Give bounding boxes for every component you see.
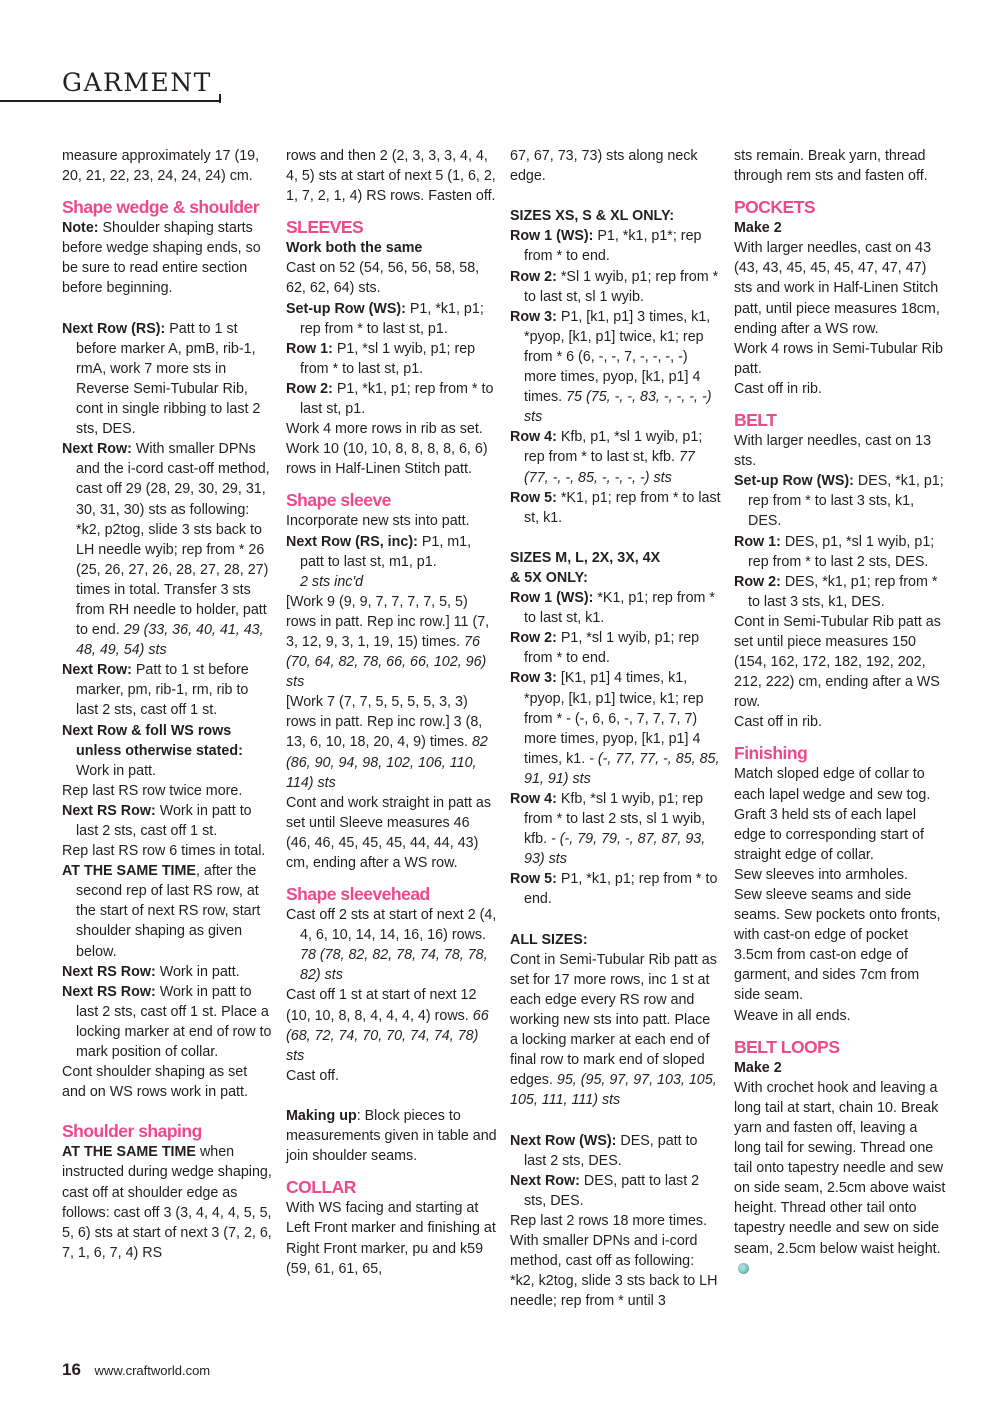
row-text: With smaller DPNs and the i-cord cast-off method, cast off 29 (28, 29, 30, 29, 31, 30, 31, 30) sts as following: *k2, p2tog, slide 3 sts back to LH needle wyib; rep from * 26 (25, 26, 27, 26, 28, 27, 28, 27) times in total. Transfer 3 sts from RH needle to holder, patt to end. (76, 441, 270, 639)
row-text: P1, *k1, p1; rep from * to last st, p1. (300, 380, 494, 418)
spacer (510, 910, 722, 930)
instruction-text: Cont and work straight in patt as set until Sleeve measures 46 (46, 46, 45, 45, 45, 44, 44, 43) cm, ending after a WS row. (286, 794, 492, 871)
instruction-text: Match sloped edge of collar to each lapel wedge and sew tog. Graft 3 held sts of each lapel edge to corresponding start of straight edge of collar. (734, 766, 931, 863)
stitch-count: 78 (78, 82, 82, 78, 74, 78, 78, 82) sts (300, 947, 488, 984)
instruction-text: Rep last RS row twice more. (62, 782, 243, 799)
row-label: Next Row (RS, inc): (286, 533, 418, 550)
instruction-text: Incorporate new sts into patt. (286, 513, 470, 530)
row-text: With crochet hook and leaving a long tail at start, chain 10. Break yarn and fasten off, leaving a long tail for sewing. Thread one tail onto tapestry needle and sew on side seam, 2.5cm above waist height. Thread other tail onto tapestry needle and sew on side seam, 2.5cm below waist height. (734, 1079, 946, 1257)
instruction-text: Sew sleeves into armholes. (734, 866, 909, 883)
row-label: Row 1: (734, 533, 781, 550)
row-label: Row 1: (286, 340, 333, 357)
instruction-text: Sew sleeve seams and side seams. Sew pockets onto fronts, with cast-on edge of pocket 3.5cm from cast-on edge of garment, and sides 7cm from side seam. (734, 887, 941, 1004)
stitch-count: 29 (33, 36, 40, 41, 43, 48, 49, 54) sts (76, 622, 264, 659)
row-text: P1, [k1, p1] 3 times, k1, *pyop, [k1, p1] twice, k1; rep from * 6 (6, -, -, 7, -, -, -, -) more times, pyop, [k1, p1] 4 times. (524, 308, 711, 406)
instruction-row (286, 905, 498, 985)
row-text: DES, *k1, p1; rep from * to last 3 sts, k1, DES. (748, 573, 938, 610)
stitch-count: 76 (70, 64, 82, 78, 66, 66, 102, 96) sts (286, 633, 487, 691)
row-label: Next RS Row: (62, 983, 156, 1000)
row-text: Cast off 2 sts at start of next 2 (4, 4, 6, 10, 14, 14, 16, 16) rows. (286, 907, 497, 944)
subheading: SIZES XS, S & XL ONLY: (510, 208, 675, 225)
instruction-row (734, 471, 946, 531)
subheading: & 5X ONLY: (510, 569, 588, 586)
row-text: Work in patt. (76, 762, 156, 779)
instruction-text: Work 4 rows in Semi-Tubular Rib patt. (734, 340, 943, 377)
stitch-count: 2 sts inc'd (300, 573, 364, 590)
instruction-row (510, 267, 722, 307)
instruction-text: With larger needles, cast on 13 sts. (734, 433, 932, 470)
row-label: AT THE SAME TIME (62, 863, 196, 880)
row-text: : Block pieces to measurements given in table and join shoulder seams. (286, 1108, 497, 1165)
instruction-row (62, 962, 274, 982)
instruction-text: Cont in Semi-Tubular Rib patt as set until piece measures 150 (154, 162, 172, 182, 192, 202, 212, 222) cm, ending after a WS row. (734, 613, 941, 711)
instruction-text: Cast off in rib. (734, 380, 822, 397)
instruction-text (286, 1106, 498, 1166)
row-label: Row 5: (510, 871, 557, 888)
row-text: P1, *k1, p1; rep from * to end. (524, 871, 718, 908)
instruction-text: Cont shoulder shaping as set and on WS rows work in patt. (62, 1064, 248, 1101)
row-text: Work in patt. (155, 963, 240, 980)
instruction-row (286, 532, 498, 592)
subheading: SIZES M, L, 2X, 3X, 4X (510, 549, 661, 566)
row-text: [Work 9 (9, 9, 7, 7, 7, 7, 5, 5) rows in patt. Rep inc row.] 11 (7, 3, 12, 9, 3, 1, 19, 15) times. (286, 593, 490, 650)
stitch-count: - (-, 79, 79, -, 87, 87, 93, 93) sts (524, 831, 706, 868)
instruction-row (510, 488, 722, 528)
header-rule-tick (219, 94, 221, 103)
instruction-text: Cast off. (286, 1067, 339, 1084)
instruction-text: With smaller DPNs and i-cord method, cast off as following: *k2, k2tog, slide 3 sts back to LH needle; rep from * until 3 (510, 1233, 718, 1310)
row-label: Row 4: (510, 429, 557, 446)
heading-shape-sleevehead: Shape sleevehead (286, 884, 430, 905)
instruction-row (62, 319, 274, 440)
row-label: Next RS Row: (62, 963, 156, 980)
subheading: Work both the same (286, 240, 423, 257)
section-title: GARMENT (62, 68, 212, 97)
instruction-row (62, 982, 274, 1062)
row-label: Row 2: (286, 380, 333, 397)
row-text: Work in patt to last 2 sts, cast off 1 st. (76, 802, 252, 839)
row-label: Row 4: (510, 791, 557, 807)
row-label: Row 3: (510, 670, 557, 687)
stitch-count: - (-, 77, 77, -, 85, 85, 91, 91) sts (524, 750, 720, 787)
heading-belt-loops: BELT LOOPS (734, 1036, 840, 1057)
row-text: , after the second rep of last RS row, at the start of next RS row, start shoulder shaping as given below. (76, 863, 261, 960)
instruction-text: With WS facing and starting at Left Front marker and finishing at Right Front marker, pu and k59 (59, 61, 61, 65, (286, 1200, 496, 1277)
heading-shoulder-shaping: Shoulder shaping (62, 1121, 202, 1142)
instruction-text (286, 692, 498, 792)
instruction-text (510, 950, 722, 1111)
instruction-row (510, 588, 722, 628)
row-label: Next Row: (510, 1172, 580, 1189)
page-number: 16 (62, 1360, 81, 1379)
instruction-text: Rep last RS row 6 times in total. (62, 843, 266, 860)
row-label: Row 2: (734, 573, 781, 590)
instruction-text: With larger needles, cast on 43 (43, 43, 45, 45, 45, 47, 47, 47) sts and work in Half-Linen Stitch patt, until piece measures 18cm, ending after a WS row. (734, 240, 940, 337)
row-text: DES, patt to last 2 sts, DES. (524, 1132, 698, 1169)
note-text: Shoulder shaping starts before wedge shaping ends, so be sure to read entire section before beginning. (62, 220, 261, 297)
row-label: Row 1 (WS): (510, 228, 594, 245)
row-text: Kfb, p1, *sl 1 wyib, p1; rep from * to last st, kfb. (524, 429, 703, 466)
heading-finishing: Finishing (734, 743, 808, 764)
col2-intro: rows and then 2 (2, 3, 3, 3, 4, 4, 4, 5) sts at start of next 5 (1, 6, 2, 1, 7, 2, 1, 4) RS rows. Fasten off. (286, 148, 496, 205)
spacer (286, 1086, 498, 1106)
instruction-row (734, 572, 946, 612)
instruction-text: Cast off in rib. (734, 714, 822, 731)
row-text: Patt to 1 st before marker A, pmB, rib-1, rmA, work 7 more sts in Reverse Semi-Tubular Rib, cont in single ribbing to last 2 sts, DES. (76, 320, 261, 438)
row-label: Row 2: (510, 630, 557, 647)
col4-intro: sts remain. Break yarn, thread through rem sts and fasten off. (734, 148, 928, 185)
row-label: Row 1 (WS): (510, 590, 594, 607)
row-text: P1, *k1, p1*; rep from * to end. (524, 228, 702, 265)
row-label: AT THE SAME TIME (62, 1144, 196, 1161)
instruction-row (510, 1131, 722, 1171)
row-text: P1, *k1, p1; rep from * to last st, p1. (300, 300, 484, 337)
spacer (510, 186, 722, 206)
instruction-row (286, 379, 498, 419)
heading-shape-sleeve: Shape sleeve (286, 490, 391, 511)
instruction-row (62, 439, 274, 660)
heading-shape-wedge: Shape wedge & shoulder (62, 197, 260, 218)
row-text: when instructed during wedge shaping, cast off at shoulder edge as follows: cast off 3 (3, 4, 4, 4, 5, 5, 5, 6) sts at start of next 3 (7, 2, 6, 7, 1, 6, 7, 4) RS (62, 1144, 272, 1261)
instruction-row (510, 628, 722, 668)
instruction-row (734, 532, 946, 572)
row-text: P1, *sl 1 wyib, p1; rep from * to end. (524, 630, 700, 667)
row-label: Next Row (WS): (510, 1132, 617, 1149)
row-text: Work in patt to last 2 sts, cast off 1 st. Place a locking marker at end of row to mark position of collar. (76, 983, 272, 1061)
instruction-text (62, 1142, 274, 1263)
row-label: Making up (286, 1108, 357, 1125)
row-text: *K1, p1; rep from * to last st, k1. (524, 590, 715, 627)
footer-url: www.craftworld.com (94, 1363, 211, 1378)
row-label: Row 5: (510, 489, 557, 506)
row-text: DES, *k1, p1; rep from * to last 3 sts, k1, DES. (748, 473, 944, 530)
row-label: Next RS Row: (62, 802, 156, 819)
subheading: ALL SIZES: (510, 931, 588, 948)
heading-sleeves: SLEEVES (286, 217, 364, 238)
instruction-row (510, 427, 722, 487)
row-text: DES, patt to last 2 sts, DES. (524, 1172, 700, 1209)
header-rule (0, 100, 220, 102)
spacer (510, 528, 722, 548)
row-label: Set-up Row (WS): (286, 300, 406, 317)
section-header (0, 66, 225, 106)
row-text: Patt to 1 st before marker, pm, rib-1, rm, rib to last 2 sts, cast off 1 st. (76, 662, 249, 719)
instruction-text (734, 1078, 946, 1279)
row-text: P1, m1, patt to last st, m1, p1. (300, 533, 472, 570)
row-label: Row 3: (510, 308, 557, 325)
col3-intro: 67, 67, 73, 73) sts along neck edge. (510, 148, 698, 185)
subheading: Make 2 (734, 220, 782, 237)
row-text: *K1, p1; rep from * to last st, k1. (524, 489, 721, 526)
row-label: Row 2: (510, 268, 557, 285)
instruction-row (510, 307, 722, 428)
instruction-row (286, 299, 498, 339)
row-label: Next Row (RS): (62, 320, 166, 337)
instruction-row (510, 789, 722, 869)
instruction-row (510, 226, 722, 266)
note (62, 218, 274, 298)
instruction-row (510, 668, 722, 789)
row-label: Next Row: (62, 441, 132, 458)
instruction-text: Rep last 2 rows 18 more times. (510, 1212, 708, 1229)
instruction-text: Cast on 52 (54, 56, 56, 58, 58, 62, 62, 64) sts. (286, 260, 480, 297)
row-text: DES, p1, *sl 1 wyib, p1; rep from * to last 2 sts, DES. (748, 533, 935, 570)
heading-pockets: POCKETS (734, 197, 816, 218)
row-text: *Sl 1 wyib, p1; rep from * to last st, sl 1 wyib. (524, 268, 719, 305)
instruction-text (286, 985, 498, 1065)
row-text: [K1, p1] 4 times, k1, *pyop, [k1, p1] twice, k1; rep from * - (-, 6, 6, -, 7, 7, 7, 7) more times, pyop, [k1, p1] 4 times, k1. (524, 670, 704, 767)
row-label: Next Row: (62, 662, 132, 679)
instruction-row (510, 869, 722, 909)
instruction-text: Work 4 more rows in rib as set. Work 10 (10, 10, 8, 8, 8, 8, 6, 6) rows in Half-Linen Stitch patt. (286, 421, 488, 478)
stitch-count: 77 (77, -, -, 85, -, -, -, -) sts (524, 449, 695, 486)
column-3 (510, 146, 722, 1311)
stitch-count: 95, (95, 97, 97, 103, 105, 105, 111, 111) sts (510, 1072, 717, 1109)
instruction-row (62, 861, 274, 961)
instruction-row (62, 660, 274, 720)
note-label: Note: (62, 220, 99, 237)
page-footer (62, 1360, 210, 1380)
spacer (510, 1111, 722, 1131)
subheading: Make 2 (734, 1059, 782, 1076)
row-text: P1, *sl 1 wyib, p1; rep from * to last st, p1. (300, 340, 476, 377)
instruction-row (286, 339, 498, 379)
column-2 (286, 146, 498, 1279)
column-1 (62, 146, 274, 1263)
instruction-row (62, 721, 274, 781)
row-text: Kfb, *sl 1 wyib, p1; rep from * to last 2 sts, sl 1 wyib, kfb. (524, 791, 706, 848)
heading-belt: BELT (734, 410, 777, 431)
row-text: [Work 7 (7, 7, 5, 5, 5, 5, 3, 3) rows in patt. Rep inc row.] 3 (8, 13, 6, 10, 18, 20, 4, 9) times. (286, 694, 483, 751)
heading-collar: COLLAR (286, 1177, 356, 1198)
column-4 (734, 146, 946, 1279)
row-label: Next Row & foll WS rows unless otherwise stated: (62, 722, 243, 759)
instruction-row (510, 1171, 722, 1211)
col1-intro: measure approximately 17 (19, 20, 21, 22, 23, 24, 24, 24) cm. (62, 148, 260, 185)
stitch-count: 82 (86, 90, 94, 98, 102, 106, 110, 114) sts (286, 734, 488, 791)
row-text: Cast off 1 st at start of next 12 (10, 10, 8, 8, 4, 4, 4, 4) rows. (286, 987, 477, 1024)
spacer (62, 299, 274, 319)
stitch-count: 66 (68, 72, 74, 70, 70, 74, 74, 78) sts (286, 1007, 489, 1064)
instruction-row (62, 801, 274, 841)
row-text: Cont in Semi-Tubular Rib patt as set for 17 more rows, inc 1 st at each edge every RS row and working new sts into patt. Place a locking marker at each end of final row to mark end of sloped edges. (510, 951, 717, 1089)
yarn-ball-icon (738, 1263, 749, 1274)
row-label: Set-up Row (WS): (734, 473, 854, 490)
stitch-count: 75 (75, -, -, 83, -, -, -, -) sts (524, 389, 712, 426)
instruction-text (286, 592, 498, 692)
instruction-text: Weave in all ends. (734, 1007, 851, 1024)
